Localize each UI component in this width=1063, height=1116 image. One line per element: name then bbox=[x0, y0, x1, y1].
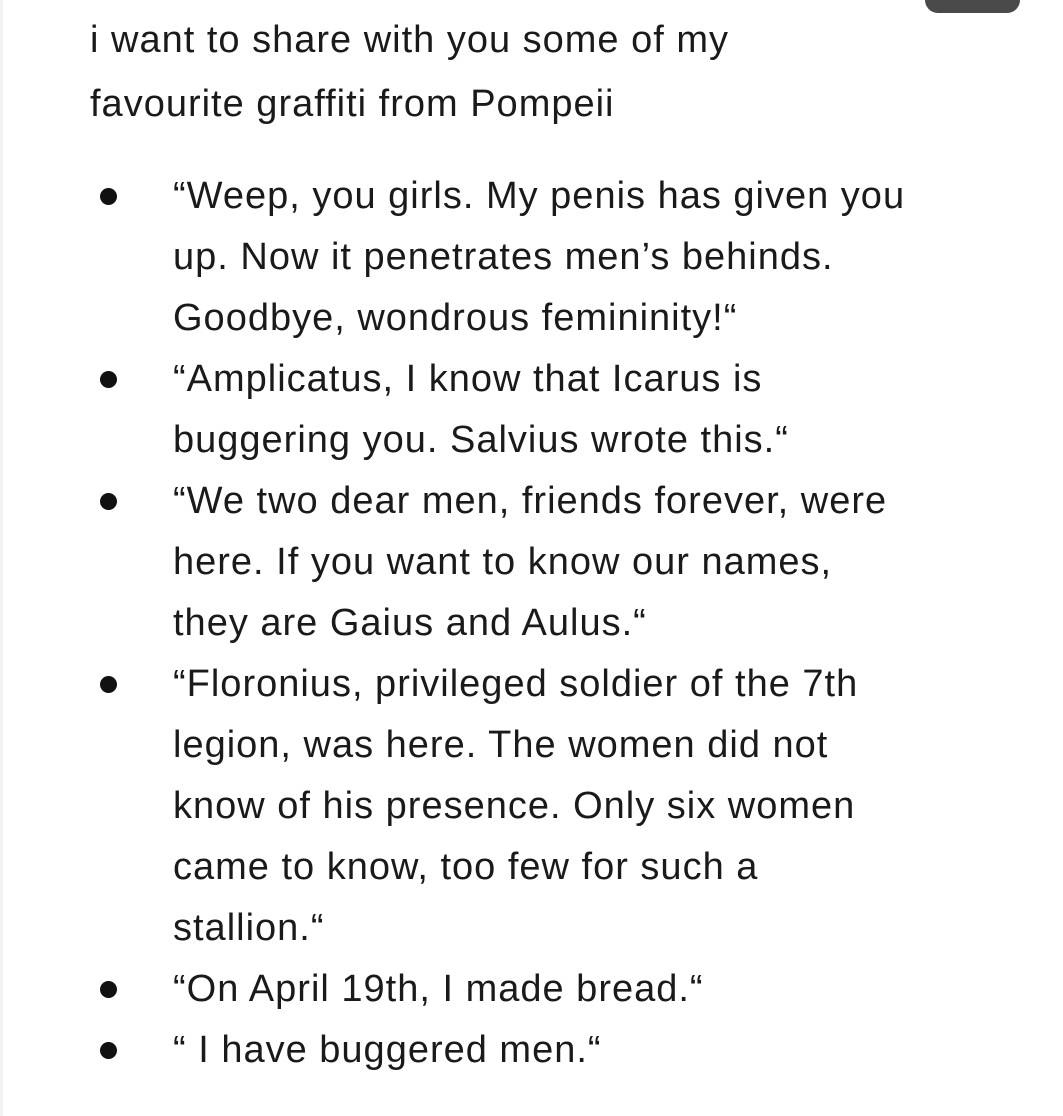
graffiti-line: up. Now it penetrates men’s behinds. bbox=[173, 236, 834, 278]
bullet-icon bbox=[100, 676, 117, 693]
graffiti-line: Goodbye, wondrous femininity!“ bbox=[173, 297, 738, 339]
bullet-icon bbox=[100, 371, 117, 388]
bullet-icon bbox=[100, 188, 117, 205]
graffiti-line: “We two dear men, friends forever, were bbox=[173, 480, 888, 522]
graffiti-line: “On April 19th, I made bread.“ bbox=[173, 968, 704, 1010]
graffiti-item-amplicatus bbox=[0, 349, 1063, 471]
graffiti-line: stallion.“ bbox=[173, 907, 325, 949]
graffiti-item-buggered-men bbox=[0, 1020, 1063, 1081]
bullet-icon bbox=[100, 493, 117, 510]
graffiti-list bbox=[0, 166, 1063, 1081]
graffiti-line: know of his presence. Only six women bbox=[173, 785, 856, 827]
graffiti-item-weep bbox=[0, 166, 1063, 349]
graffiti-line: “Weep, you girls. My penis has given you bbox=[173, 175, 906, 217]
graffiti-item-two-dear-men bbox=[0, 471, 1063, 654]
graffiti-item-floronius bbox=[0, 654, 1063, 959]
graffiti-line: they are Gaius and Aulus.“ bbox=[173, 602, 647, 644]
bullet-icon bbox=[100, 1042, 117, 1059]
bullet-icon bbox=[100, 981, 117, 998]
intro-line: favourite graffiti from Pompeii bbox=[90, 83, 615, 125]
graffiti-line: here. If you want to know our names, bbox=[173, 541, 833, 583]
graffiti-line: legion, was here. The women did not bbox=[173, 724, 829, 766]
graffiti-item-bread bbox=[0, 959, 1063, 1020]
intro-paragraph bbox=[90, 8, 1063, 136]
graffiti-line: came to know, too few for such a bbox=[173, 846, 759, 888]
graffiti-line: “ I have buggered men.“ bbox=[173, 1029, 602, 1071]
graffiti-line: “Amplicatus, I know that Icarus is bbox=[173, 358, 763, 400]
intro-line: i want to share with you some of my bbox=[90, 19, 730, 61]
graffiti-line: “Floronius, privileged soldier of the 7th bbox=[173, 663, 859, 705]
graffiti-line: buggering you. Salvius wrote this.“ bbox=[173, 419, 789, 461]
